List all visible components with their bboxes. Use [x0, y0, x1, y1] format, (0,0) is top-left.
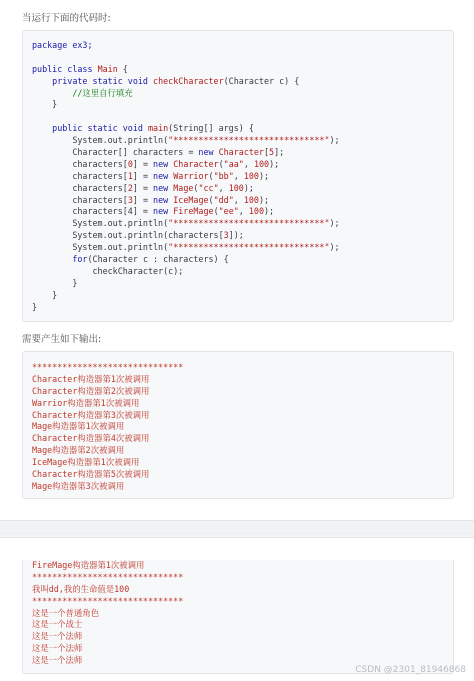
code-token: characters[4] = [72, 206, 148, 217]
page-break-separator [0, 520, 474, 538]
code-token: FireMage [173, 206, 214, 217]
code-token: characters[ [72, 170, 128, 181]
code-token: new [153, 170, 169, 181]
code-string: "******************************" [168, 242, 330, 253]
code-token: ); [329, 135, 340, 146]
code-line [32, 159, 453, 171]
code-string: "******************************" [168, 135, 330, 146]
code-token: (Character c : characters) { [87, 254, 229, 265]
code-line [32, 278, 453, 290]
code-token: ]); [228, 230, 244, 241]
code-line-blank [32, 111, 453, 123]
code-token: IceMage [173, 194, 209, 205]
code-token: [ [263, 147, 270, 158]
code-token: new [198, 147, 214, 158]
code-token: ); [258, 194, 270, 205]
code-token: ( [213, 206, 219, 217]
code-token: ] = [132, 194, 148, 205]
output-line: 这是一个战士 [32, 619, 83, 630]
code-string: "cc" [198, 182, 219, 193]
code-token: new [153, 194, 169, 205]
output-block [22, 351, 454, 499]
code-token: for [72, 254, 88, 265]
code-number: 100 [243, 194, 259, 205]
output-line: IceMage构造器第1次被调用 [32, 457, 140, 468]
output-line: Character构造器第4次被调用 [32, 433, 150, 444]
output-line: ****************************** [32, 362, 184, 372]
java-code-block [22, 30, 454, 322]
code-token: , [218, 182, 224, 193]
code-string: "bb" [213, 170, 234, 181]
output-line: ****************************** [32, 595, 184, 606]
code-line-blank [32, 52, 453, 64]
code-token: public static void [52, 123, 143, 134]
code-line [32, 88, 453, 100]
code-token: ( [208, 170, 214, 181]
code-token: ); [269, 158, 280, 169]
code-token: , [233, 170, 239, 181]
output-line: ****************************** [32, 571, 184, 582]
code-token: new [153, 182, 169, 193]
code-token: Mage [173, 182, 194, 193]
code-token: } [72, 277, 78, 288]
code-string: "ee" [218, 206, 239, 217]
output-line: Character构造器第5次被调用 [32, 469, 150, 480]
code-token: Character[] characters = [72, 147, 194, 158]
code-token: ] = [132, 170, 148, 181]
csdn-watermark: CSDN @2301_81946868 [355, 665, 466, 675]
code-line [32, 290, 453, 302]
code-number: 100 [248, 206, 265, 217]
output-block-continued [22, 560, 454, 674]
code-string: "dd" [213, 194, 234, 205]
code-number: 0 [127, 158, 133, 169]
code-token: ); [243, 182, 254, 193]
output-line: 这是一个法师 [32, 643, 83, 654]
code-token: } [52, 289, 58, 300]
output-line: 这是一个法师 [32, 655, 83, 666]
output-line: 我叫dd,我的生命值是100 [32, 583, 130, 594]
code-token: main [147, 123, 169, 134]
code-comment: //这里自行填充 [72, 87, 133, 98]
code-number: 3 [223, 230, 229, 241]
code-number: 100 [228, 182, 244, 193]
output-line: Character构造器第1次被调用 [32, 373, 150, 384]
code-token: ); [258, 170, 270, 181]
code-token: System.out.println( [72, 242, 169, 253]
code-line [32, 302, 453, 314]
code-token: System.out.println( [72, 135, 169, 146]
code-token: ); [329, 242, 340, 253]
code-token: } [32, 301, 38, 312]
code-token: characters[ [72, 182, 128, 193]
code-token: , [238, 206, 244, 217]
output-line: Warrior构造器第1次被调用 [32, 397, 140, 408]
code-line [32, 123, 453, 135]
code-token: System.out.println( [72, 218, 169, 229]
code-line [32, 64, 453, 76]
code-token: } [52, 99, 58, 110]
code-line [32, 266, 453, 278]
code-line [32, 147, 453, 159]
code-token: ( [218, 158, 224, 169]
code-token: ]; [274, 147, 285, 158]
code-line [32, 171, 453, 183]
code-token: ( [208, 194, 214, 205]
code-token: , [243, 158, 249, 169]
code-number: 100 [253, 158, 270, 169]
code-line [32, 99, 453, 111]
code-token: package ex3; [32, 40, 93, 50]
code-number: 5 [269, 147, 275, 158]
code-string: "aa" [223, 158, 244, 169]
code-number: 3 [127, 194, 133, 205]
output-line: Mage构造器第2次被调用 [32, 445, 125, 456]
code-token: public class [32, 63, 93, 74]
code-token: private static void [52, 75, 148, 86]
output-line: FireMage构造器第1次被调用 [32, 560, 145, 570]
code-number: 100 [243, 170, 259, 181]
code-token: Main [97, 63, 118, 74]
code-line [32, 183, 453, 195]
code-token: Warrior [173, 170, 209, 181]
output-line: 这是一个法师 [32, 631, 83, 642]
code-token: (String[] args) { [168, 123, 254, 134]
code-line [32, 40, 453, 52]
code-number: 2 [127, 182, 133, 193]
code-token: ); [329, 218, 340, 229]
code-token: ] = [132, 158, 148, 169]
output-intro-paragraph: 需要产生如下输出: [22, 334, 102, 345]
code-line [32, 230, 453, 242]
code-token: ] = [132, 182, 148, 193]
code-token: checkCharacter [153, 75, 224, 86]
code-token: characters[ [72, 194, 128, 205]
code-token: checkCharacter(c); [92, 265, 184, 276]
code-line [32, 195, 453, 207]
code-token: , [233, 194, 239, 205]
output-line: Mage构造器第3次被调用 [32, 480, 125, 491]
code-token: ); [264, 206, 275, 217]
output-line: 这是一个普通角色 [32, 607, 99, 618]
code-token: Character [173, 158, 219, 169]
code-token: new [153, 206, 169, 217]
code-line [32, 76, 453, 88]
output-line: Character构造器第3次被调用 [32, 409, 150, 420]
separator-shadow [0, 533, 474, 537]
code-token: Character [218, 147, 264, 158]
code-token: (Character c) { [223, 75, 300, 86]
code-line [32, 206, 453, 218]
code-line [32, 135, 453, 147]
code-line [32, 218, 453, 230]
code-token: ( [193, 182, 199, 193]
output-line: Mage构造器第1次被调用 [32, 421, 125, 432]
code-token: System.out.println(characters[ [72, 230, 224, 241]
code-line [32, 242, 453, 254]
code-token: characters[ [72, 158, 128, 169]
output-line: Character构造器第2次被调用 [32, 385, 150, 396]
code-token: new [153, 158, 169, 169]
code-string: "******************************" [168, 218, 330, 229]
code-token: { [122, 63, 128, 74]
code-line [32, 254, 453, 266]
intro-paragraph: 当运行下面的代码时: [22, 13, 111, 24]
code-number: 1 [127, 170, 133, 181]
